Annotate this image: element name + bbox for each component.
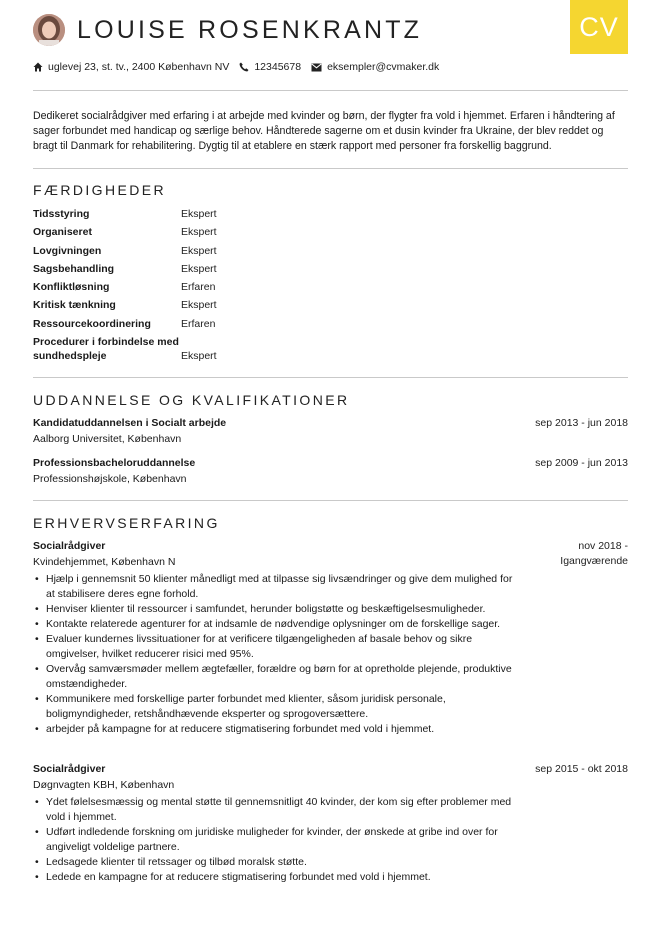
institution: Professionshøjskole, København (33, 473, 187, 485)
date-range: sep 2015 - okt 2018 (535, 763, 628, 775)
list-item: • Ledede en kampagne for at reducere stigmatisering forbundet med vold i hjemmet. (33, 870, 523, 885)
header (33, 14, 422, 46)
skill-level: Ekspert (181, 244, 217, 257)
skills-list (33, 207, 333, 367)
email-text: eksempler@cvmaker.dk (327, 61, 440, 73)
list-item: • Kontakte relaterede agenturer for at indsamle de nødvendige oplysninger om de forskellige sager. (33, 617, 523, 632)
education-heading: UDDANNELSE OG KVALIFIKATIONER (33, 392, 350, 408)
list-item: • Kommunikere med forskellige parter forbundet med klienter, såsom juridisk personale, boligmyndigheder, retshåndhævende eksperter og sprogoversættere. (33, 692, 523, 722)
address-text: uglevej 23, st. tv., 2400 København NV (48, 61, 230, 73)
phone-text: 12345678 (254, 61, 302, 73)
education-entry (33, 416, 628, 447)
list-item: • Henviser klienter til ressourcer i samfundet, herunder boligstøtte og beskæftigelsesmuligheder. (33, 602, 523, 617)
skill-level: Erfaren (181, 281, 216, 294)
skill-name: Ressourcekoordinering (33, 317, 151, 330)
candidate-name: LOUISE ROSENKRANTZ (77, 15, 423, 44)
skill-level: Ekspert (181, 208, 217, 220)
skill-name: Kritisk tænkning (33, 299, 116, 312)
list-item: • arbejder på kampagne for at reducere stigmatisering forbundet med vold i hjemmet. (33, 722, 523, 737)
divider (33, 500, 628, 501)
contact-info (33, 61, 449, 73)
date-range: sep 2013 - jun 2018 (535, 417, 628, 429)
institution: Aalborg Universitet, København (33, 433, 182, 445)
employer: Kvindehjemmet, København N (33, 556, 176, 568)
experience-entry (33, 539, 628, 737)
divider (33, 377, 628, 378)
skill-name: Procedurer i forbindelse med sundhedspleje (33, 336, 179, 363)
skill-row (33, 280, 333, 294)
experience-entry (33, 762, 628, 885)
skill-name: Organiseret (33, 226, 92, 239)
responsibility-list (33, 572, 523, 737)
profile-summary: Dedikeret socialrådgiver med erfaring i at arbejde med kvinder og børn, der flygter fra vold i hjemmet. Erfaren i håndtering af sager forbundet med handicap og særlige behov. Håndterede sagerne om et dusin kvinder fra Ukraine, der blev reddet og bragt til Danmark for rehabilitering. Dygtig til at etablere en stærk rapport med personer fra forskellig baggrund. (33, 110, 615, 152)
avatar (33, 14, 65, 46)
email (311, 61, 439, 73)
home-icon (33, 62, 43, 72)
skill-row (33, 207, 333, 221)
skill-row (33, 225, 333, 239)
skill-row (33, 317, 333, 331)
list-item: • Ledsagede klienter til retssager og tilbød moralsk støtte. (33, 855, 523, 870)
date-end: Igangværende (560, 555, 628, 567)
experience-heading: ERHVERVSERFARING (33, 515, 220, 531)
address (33, 61, 229, 73)
skill-row (33, 262, 333, 276)
degree-title: Professionsbacheloruddannelse (33, 457, 196, 469)
skill-name: Konfliktløsning (33, 281, 110, 294)
list-item: • Overvåg samværsmøder mellem ægtefæller, forældre og børn for at opretholde plejende, produktive omstændigheder. (33, 662, 523, 692)
skill-name: Lovgivningen (33, 244, 102, 257)
list-item: • Evaluer kundernes livssituationer for at verificere tilgængeligheden af basale behov og sikre omgivelser, hvilket reducerer risici med 95%. (33, 632, 523, 662)
cv-badge: CV (570, 0, 628, 54)
divider (33, 90, 628, 91)
list-item: • Ydet følelsesmæssig og mental støtte til gennemsnitligt 40 kvinder, der kom sig efter problemer med vold i hjemmet. (33, 795, 523, 825)
skill-level: Ekspert (181, 262, 217, 275)
skills-heading: FÆRDIGHEDER (33, 182, 166, 198)
envelope-icon (311, 63, 322, 72)
skill-level: Ekspert (181, 350, 217, 363)
date-start: nov 2018 - (578, 540, 628, 552)
phone-icon (239, 62, 249, 72)
job-title: Socialrådgiver (33, 540, 106, 552)
skill-row (33, 298, 333, 312)
skill-name: Tidsstyring (33, 208, 90, 220)
degree-title: Kandidatuddannelsen i Socialt arbejde (33, 417, 227, 429)
divider (33, 168, 628, 169)
employer: Døgnvagten KBH, København (33, 779, 175, 791)
phone (239, 61, 301, 73)
list-item: • Udført indledende forskning om juridiske muligheder for kvinder, der ønskede at gribe ind over for angiveligt voldelige partnere. (33, 825, 523, 855)
education-entry (33, 456, 628, 487)
skill-row (33, 244, 333, 258)
skill-row (33, 335, 333, 363)
skill-level: Erfaren (181, 317, 216, 330)
date-range (560, 539, 628, 569)
skill-level: Ekspert (181, 299, 217, 312)
responsibility-list (33, 795, 523, 885)
skill-name: Sagsbehandling (33, 262, 115, 275)
skill-level: Ekspert (181, 226, 217, 239)
list-item: • Hjælp i gennemsnit 50 klienter månedligt med at tilpasse sig livsændringer og give dem mulighed for at stabilisere deres egne forhold. (33, 572, 523, 602)
job-title: Socialrådgiver (33, 763, 106, 775)
date-range: sep 2009 - jun 2013 (535, 457, 628, 469)
